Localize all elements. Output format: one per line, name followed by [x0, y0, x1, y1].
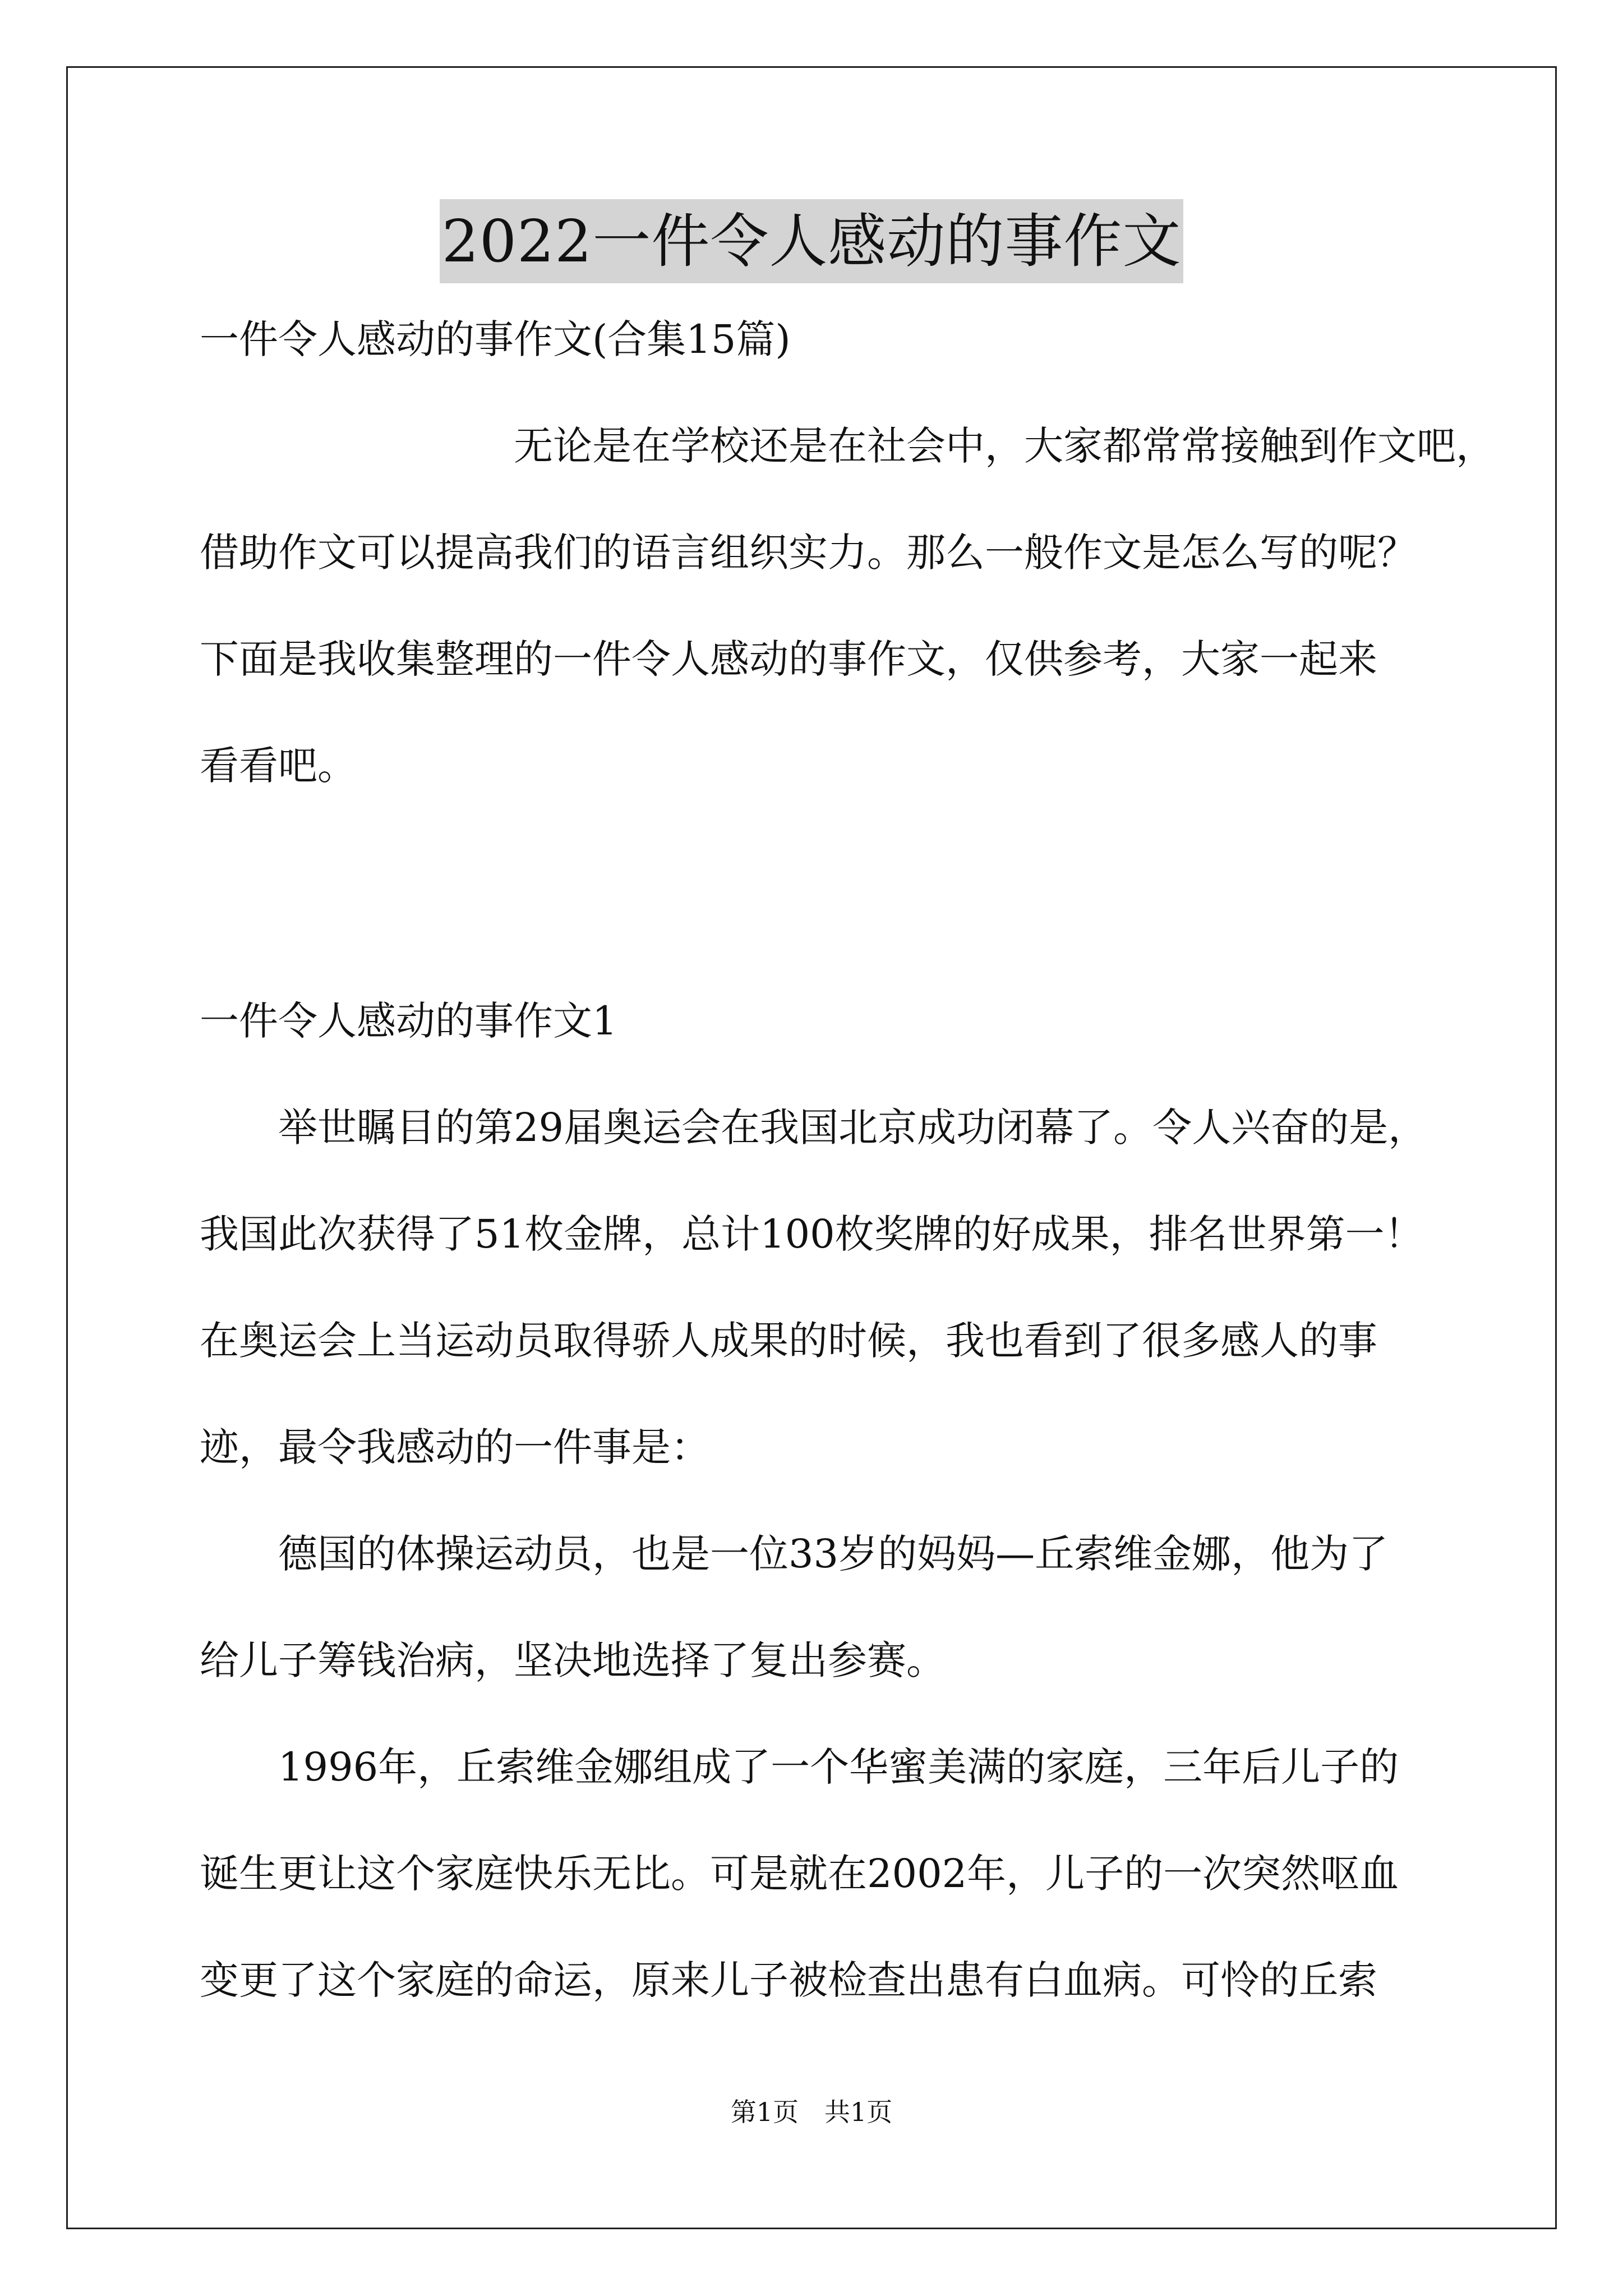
text-line: 给儿子筹钱治病，坚决地选择了复出参赛。 [200, 1637, 946, 1683]
text-line: 举世瞩目的第29届奥运会在我国北京成功闭幕了。令人兴奋的是， [200, 1105, 1428, 1151]
text-line: 一件令人感动的事作文(合集15篇) [200, 316, 791, 362]
page-footer: 第1页 共1页 [730, 2097, 893, 2127]
title-container [0, 199, 1623, 283]
text-line: 在奥运会上当运动员取得骄人成果的时候，我也看到了很多感人的事 [200, 1318, 1377, 1364]
document-title: 2022一件令人感动的事作文 [440, 199, 1184, 283]
text-line: 德国的体操运动员，也是一位33岁的妈妈—丘索维金娜，他为了 [200, 1531, 1389, 1577]
text-line: 下面是我收集整理的一件令人感动的事作文，仅供参考，大家一起来 [200, 636, 1377, 682]
text-line: 1996年，丘索维金娜组成了一个华蜜美满的家庭，三年后儿子的 [200, 1744, 1399, 1790]
text-line: 无论是在学校还是在社会中，大家都常常接触到作文吧， [200, 423, 1495, 469]
text-line: 诞生更让这个家庭快乐无比。可是就在2002年，儿子的一次突然呕血 [200, 1851, 1399, 1897]
text-line: 借助作文可以提高我们的语言组织实力。那么一般作文是怎么写的呢？ [200, 530, 1417, 576]
text-line: 看看吧。 [200, 743, 357, 789]
section-heading: 一件令人感动的事作文1 [200, 998, 617, 1044]
text-line: 变更了这个家庭的命运，原来儿子被检查出患有白血病。可怜的丘索 [200, 1957, 1377, 2003]
text-line: 迹，最令我感动的一件事是： [200, 1424, 710, 1470]
text-line: 我国此次获得了51枚金牌，总计100枚奖牌的好成果，排名世界第一！ [200, 1211, 1424, 1257]
